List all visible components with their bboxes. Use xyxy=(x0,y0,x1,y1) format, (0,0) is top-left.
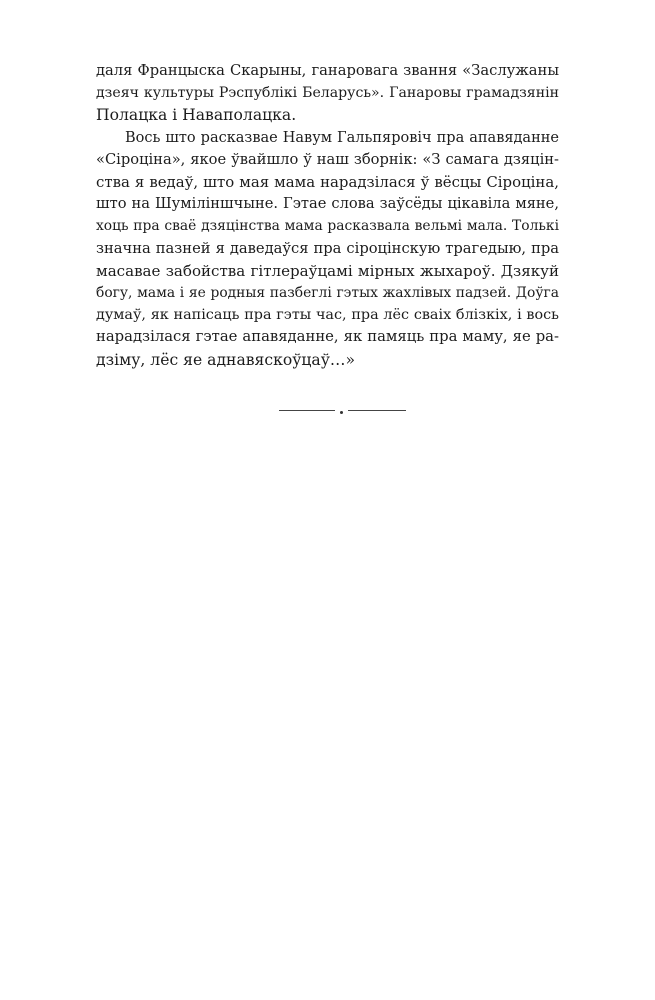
text-line: што на Шуміліншчыне. Гэтае слова заўсёды цікавіла мяне, xyxy=(96,195,559,213)
text-line: нарадзілася гэтае апавяданне, як памяць пра маму, яе ра- xyxy=(96,328,559,346)
paragraph-1 xyxy=(96,60,559,127)
body-text xyxy=(96,60,559,371)
text-line: дзіму, лёс яе аднавяскоўцаў…» xyxy=(96,350,356,369)
section-separator xyxy=(279,404,406,418)
text-line: думаў, як напісаць пра гэты час, пра лёс сваіх блізкіх, і вось xyxy=(96,307,559,324)
text-line: даля Францыска Скарыны, ганаровага звання «Заслужаны xyxy=(96,62,559,79)
separator-dot-icon xyxy=(340,411,343,414)
text-line: ства я ведаў, што мая мама нарадзілася ў вёсцы Сіроціна, xyxy=(96,173,559,192)
separator-line-left xyxy=(279,410,335,411)
paragraph-2 xyxy=(96,127,559,371)
text-line: значна пазней я даведаўся пра сіроцінскую трагедыю, пра xyxy=(96,239,559,257)
separator-line-right xyxy=(348,410,406,411)
text-line: хоць пра сваё дзяцінства мама расказвала вельмі мала. Толькі xyxy=(96,218,559,235)
text-line: масавае забойства гітлераўцамі мірных жыхароў. Дзякуй xyxy=(96,261,559,280)
text-line: «Сіроціна», якое ўвайшло ў наш зборнік: «З самага дзяцін- xyxy=(96,150,559,168)
text-line: богу, мама і яе родныя пазбеглі гэтых жахлівых падзей. Доўга xyxy=(96,285,559,302)
text-line: Полацка і Наваполацка. xyxy=(96,106,297,125)
text-line: Вось што расказвае Навум Гальпяровіч пра апавяданне xyxy=(125,129,559,146)
text-line: дзеяч культуры Рэспублікі Беларусь». Ганаровы грамадзянін xyxy=(96,85,559,102)
